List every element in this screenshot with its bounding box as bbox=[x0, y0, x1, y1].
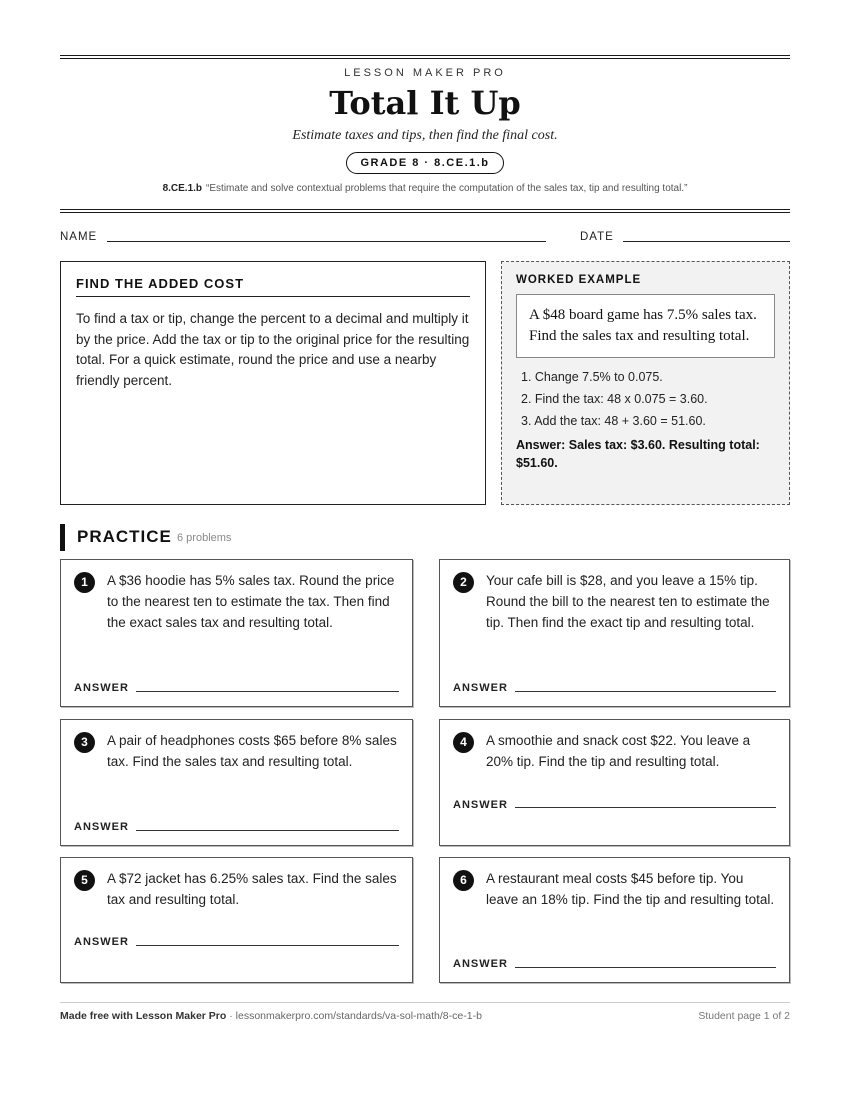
problem-text: Your cafe bill is $28, and you leave a 15% tip. Round the bill to the nearest ten to estimate the tip. Then find the exact tip and resulting total. bbox=[486, 573, 770, 630]
date-label: DATE bbox=[580, 231, 614, 243]
header-bottom-rule bbox=[60, 209, 790, 213]
answer-line[interactable] bbox=[136, 830, 399, 831]
footer-made-with: Made free with Lesson Maker Pro bbox=[60, 1010, 227, 1022]
answer-line[interactable] bbox=[136, 691, 399, 692]
standard-code: 8.CE.1.b bbox=[162, 183, 203, 194]
footer-credit bbox=[60, 1010, 482, 1022]
footer-url[interactable]: · lessonmakerpro.com/standards/va-sol-math/8-ce-1-b bbox=[226, 1010, 482, 1022]
date-line[interactable] bbox=[623, 241, 790, 242]
brand-name: LESSON MAKER PRO bbox=[344, 67, 506, 79]
problem-text: A smoothie and snack cost $22. You leave a 20% tip. Find the tip and resulting total. bbox=[486, 733, 751, 769]
info-title: FIND THE ADDED COST bbox=[76, 276, 470, 297]
problem-number: 1 bbox=[74, 572, 95, 593]
info-box bbox=[60, 261, 486, 505]
problem-number: 5 bbox=[74, 870, 95, 891]
footer-rule bbox=[60, 1002, 790, 1003]
example-step: 1. Change 7.5% to 0.075. bbox=[521, 370, 663, 384]
answer-label: ANSWER bbox=[74, 936, 129, 948]
footer-page-number: Student page 1 of 2 bbox=[698, 1010, 790, 1022]
standard-text: “Estimate and solve contextual problems that require the computation of the sales tax, tip and resulting total.” bbox=[206, 183, 688, 194]
problem-text: A restaurant meal costs $45 before tip. You leave an 18% tip. Find the tip and resulting total. bbox=[486, 871, 775, 907]
answer-line[interactable] bbox=[515, 807, 776, 808]
example-title: WORKED EXAMPLE bbox=[516, 274, 642, 286]
problem-text: A $72 jacket has 6.25% sales tax. Find the sales tax and resulting total. bbox=[107, 871, 397, 907]
problem-number: 2 bbox=[453, 572, 474, 593]
standard-description bbox=[60, 183, 790, 194]
header-top-rule bbox=[60, 55, 790, 59]
practice-accent-bar bbox=[60, 524, 65, 551]
example-answer: Answer: Sales tax: $3.60. Resulting total: $51.60. bbox=[516, 438, 760, 470]
problem-number: 4 bbox=[453, 732, 474, 753]
example-problem: A $48 board game has 7.5% sales tax. Find the sales tax and resulting total. bbox=[516, 294, 775, 358]
name-line[interactable] bbox=[107, 241, 546, 242]
answer-label: ANSWER bbox=[453, 799, 508, 811]
example-step: 2. Find the tax: 48 x 0.075 = 3.60. bbox=[521, 392, 708, 406]
answer-line[interactable] bbox=[515, 691, 776, 692]
worked-example-box bbox=[501, 261, 790, 505]
problem-card-3 bbox=[60, 719, 413, 846]
problem-text: A pair of headphones costs $65 before 8% sales tax. Find the sales tax and resulting total. bbox=[107, 733, 397, 769]
answer-label: ANSWER bbox=[74, 682, 129, 694]
problem-card-5 bbox=[60, 857, 413, 983]
problem-text: A $36 hoodie has 5% sales tax. Round the price to the nearest ten to estimate the tax. Then find the exact sales tax and resulting total. bbox=[107, 573, 395, 630]
problem-number: 6 bbox=[453, 870, 474, 891]
problem-card-1 bbox=[60, 559, 413, 707]
answer-label: ANSWER bbox=[453, 682, 508, 694]
grade-badge: GRADE 8 · 8.CE.1.b bbox=[346, 152, 503, 174]
answer-label: ANSWER bbox=[453, 958, 508, 970]
grade-badge-wrap bbox=[60, 152, 790, 174]
info-body: To find a tax or tip, change the percent to a decimal and multiply it by the price. Add the tax or tip to the original price for the resulting total. For a quick estimate, round the price and use a nearby friendly percent. bbox=[76, 311, 470, 388]
practice-title: PRACTICE bbox=[77, 527, 172, 546]
example-steps bbox=[516, 366, 775, 432]
answer-line[interactable] bbox=[136, 945, 399, 946]
problem-card-2 bbox=[439, 559, 790, 707]
worksheet-title: Total It Up bbox=[329, 84, 521, 122]
practice-count: 6 problems bbox=[177, 532, 232, 544]
problem-number: 3 bbox=[74, 732, 95, 753]
problem-card-6 bbox=[439, 857, 790, 983]
answer-line[interactable] bbox=[515, 967, 776, 968]
problem-card-4 bbox=[439, 719, 790, 846]
answer-label: ANSWER bbox=[74, 821, 129, 833]
worksheet-subtitle: Estimate taxes and tips, then find the final cost. bbox=[292, 128, 558, 143]
name-label: NAME bbox=[60, 231, 98, 243]
worksheet-page bbox=[60, 0, 790, 1100]
example-step: 3. Add the tax: 48 + 3.60 = 51.60. bbox=[521, 414, 706, 428]
